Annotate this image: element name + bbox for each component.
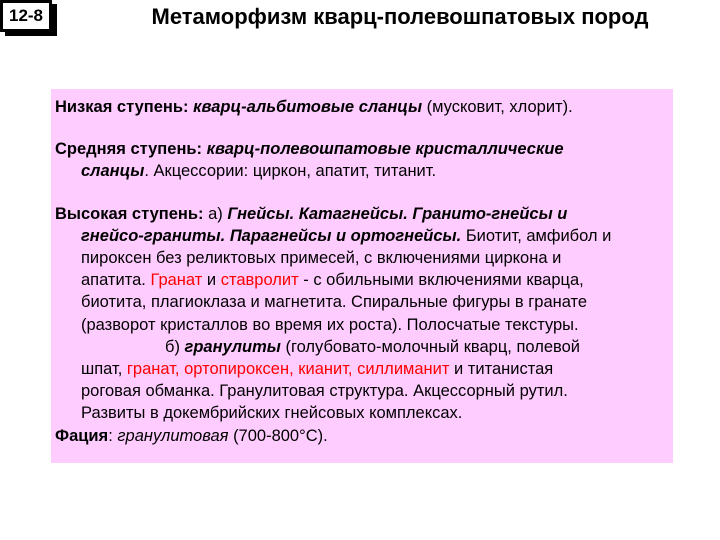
high-grade-line-3: пироксен без реликтовых примесей, с включениями циркона и: [81, 249, 562, 268]
garnet-term: Гранат: [150, 271, 203, 290]
high-grade-text-3: апатита.: [81, 271, 146, 290]
high-grade-line-7: [55, 336, 667, 358]
facies-label: Фация: [55, 426, 109, 445]
high-grade-b-text-2: шпат,: [81, 360, 123, 379]
high-grade-marker-b: б): [165, 337, 180, 356]
facies-colon: :: [108, 426, 113, 445]
high-grade-line-2: [55, 225, 667, 247]
facies-name: гранулитовая: [117, 426, 229, 445]
high-grade-b-text-1: (голубовато-молочный кварц, полевой: [285, 337, 580, 356]
mid-grade-rock: кварц-полевошпатовые кристаллические: [206, 140, 564, 159]
staurolite-term: ставролит: [220, 271, 299, 290]
granulite-minerals: гранат, ортопироксен, кианит, силлиманит: [126, 360, 450, 379]
facies-temperature: (700-800°С).: [233, 426, 328, 445]
high-grade-paragraph: [55, 203, 667, 425]
high-grade-b-text-3: и титанистая: [454, 360, 554, 379]
low-grade-minerals: (мусковит, хлорит).: [426, 98, 573, 116]
high-grade-line-5: биотита, плагиоклаза и магнетита. Спиральные фигуры в гранате: [81, 293, 588, 312]
mid-grade-rock-end: сланцы: [81, 162, 145, 181]
high-grade-gneiss-list: Гнейсы. Катагнейсы. Гранито-гнейсы и: [227, 204, 568, 223]
low-grade-label: Низкая ступень:: [55, 98, 189, 116]
low-grade-rock: кварц-альбитовые сланцы: [193, 98, 423, 116]
high-grade-line-8: [55, 358, 667, 380]
mid-grade-accessories: . Акцессории: циркон, апатит, титанит.: [144, 162, 437, 181]
high-grade-text-1: Биотит, амфибол и: [465, 226, 612, 245]
mid-grade-line-2: [55, 160, 667, 182]
high-grade-line-10: Развиты в докембрийских гнейсовых комплексах.: [81, 404, 463, 423]
slide-number: 12-8: [8, 6, 44, 25]
high-grade-label: Высокая ступень:: [55, 204, 204, 223]
low-grade-paragraph: [55, 96, 667, 118]
high-grade-text-4: - с обильными включениями кварца,: [303, 271, 584, 290]
facies-paragraph: [55, 425, 667, 447]
mid-grade-label: Средняя ступень:: [55, 140, 203, 159]
mid-grade-paragraph: [55, 138, 667, 182]
high-grade-gneiss-list-end: гнейсо-граниты. Парагнейсы и ортогнейсы.: [81, 226, 462, 245]
and-word: и: [206, 271, 217, 290]
slide-title: Метаморфизм кварц-полевошпатовых пород: [151, 4, 649, 29]
high-grade-line-4: [55, 269, 667, 291]
slide-number-badge: [0, 0, 52, 32]
granulite-term: гранулиты: [184, 337, 281, 356]
high-grade-line-6: (разворот кристаллов во время их роста). Полосчатые текстуры.: [81, 315, 579, 334]
high-grade-marker-a: а): [208, 204, 223, 223]
high-grade-line-9: роговая обманка. Гранулитовая структура. Акцессорный рутил.: [81, 382, 568, 401]
content-panel: [51, 89, 673, 463]
